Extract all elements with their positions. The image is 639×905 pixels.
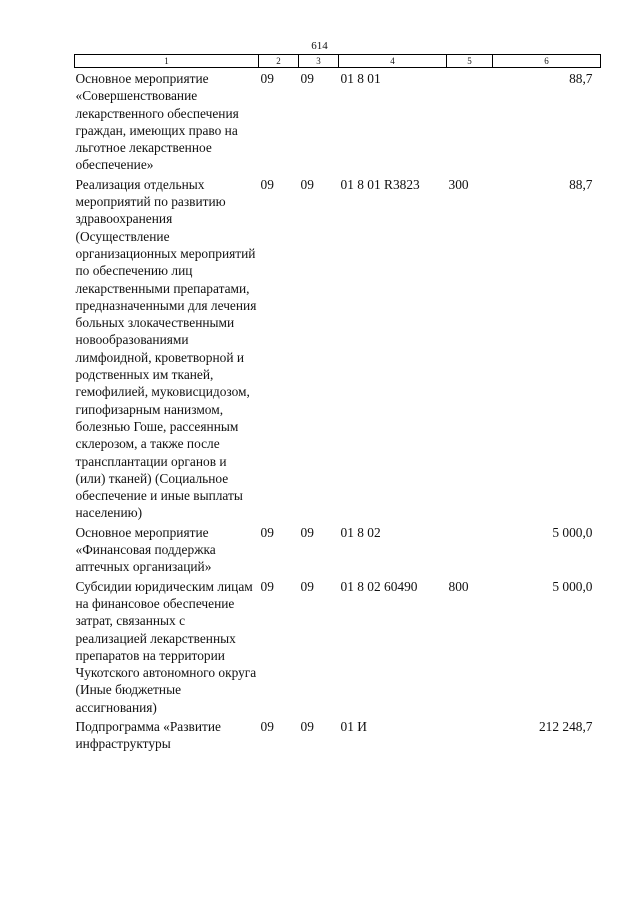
table-row [75,716,601,753]
row-subsection: 09 [300,71,314,86]
row-name: Реализация отдельных мероприятий по развитию здравоохранения (Осуществление организационных мероприятий по обеспечению лиц лекарственными препаратами, предназначенными для лечения больных злокачественными новообразованиями лимфоидной, кроветворной и родственных им тканей, гемофилией, муковисцидозом, гипофизарным нанизмом, болезнью Гоше, рассеянным склерозом, а также после трансплантации органов и (или) тканей) (Социальное обеспечение и иные выплаты населению) [75,176,257,521]
row-amount: 88,7 [569,71,593,86]
table-row [75,68,601,174]
column-header-amount: 6 [493,55,601,68]
column-header-subsection: 3 [299,55,339,68]
row-amount: 5 000,0 [552,524,593,540]
row-expense-type [447,716,493,753]
row-expense-type: 300 [448,176,469,192]
row-subsection: 09 [300,578,314,594]
row-target-article: 01 8 01 [340,71,381,86]
row-subsection: 09 [300,718,314,734]
row-subsection: 09 [300,176,314,192]
row-section: 09 [260,176,274,192]
row-amount: 5 000,0 [552,578,593,594]
header-row [75,55,601,68]
row-target-article: 01 8 01 R3823 [340,176,420,192]
row-name: Субсидии юридическим лицам на финансовое обеспечение затрат, связанных с реализацией лекарственных препаратов на территории Чукотского автономного округа (Иные бюджетные ассигнования) [75,578,257,715]
row-amount: 212 248,7 [538,718,593,734]
row-subsection: 09 [300,524,314,540]
row-name: Подпрограмма «Развитие инфраструктуры [75,718,221,752]
row-target-article: 01 И [340,718,367,734]
page-number: 614 [311,40,328,52]
row-section: 09 [260,524,274,540]
column-header-section: 2 [259,55,299,68]
row-name: Основное мероприятие «Финансовая поддержка аптечных организаций» [75,524,216,575]
row-section: 09 [260,71,274,86]
table-row [75,522,601,576]
table-row [75,174,601,522]
row-expense-type: 800 [448,578,469,594]
row-amount: 88,7 [569,176,593,192]
row-expense-type [447,68,493,174]
budget-table [74,54,601,753]
column-header-expense-type: 5 [447,55,493,68]
row-section: 09 [260,578,274,594]
column-header-name: 1 [75,55,259,68]
table-row [75,576,601,716]
column-header-target-article: 4 [339,55,447,68]
row-target-article: 01 8 02 60490 [340,578,418,594]
row-section: 09 [260,718,274,734]
row-expense-type [447,522,493,576]
row-target-article: 01 8 02 [340,524,381,540]
row-name: Основное мероприятие «Совершенствование лекарственного обеспечения граждан, имеющих право на льготное лекарственное обеспечение» [75,71,239,173]
